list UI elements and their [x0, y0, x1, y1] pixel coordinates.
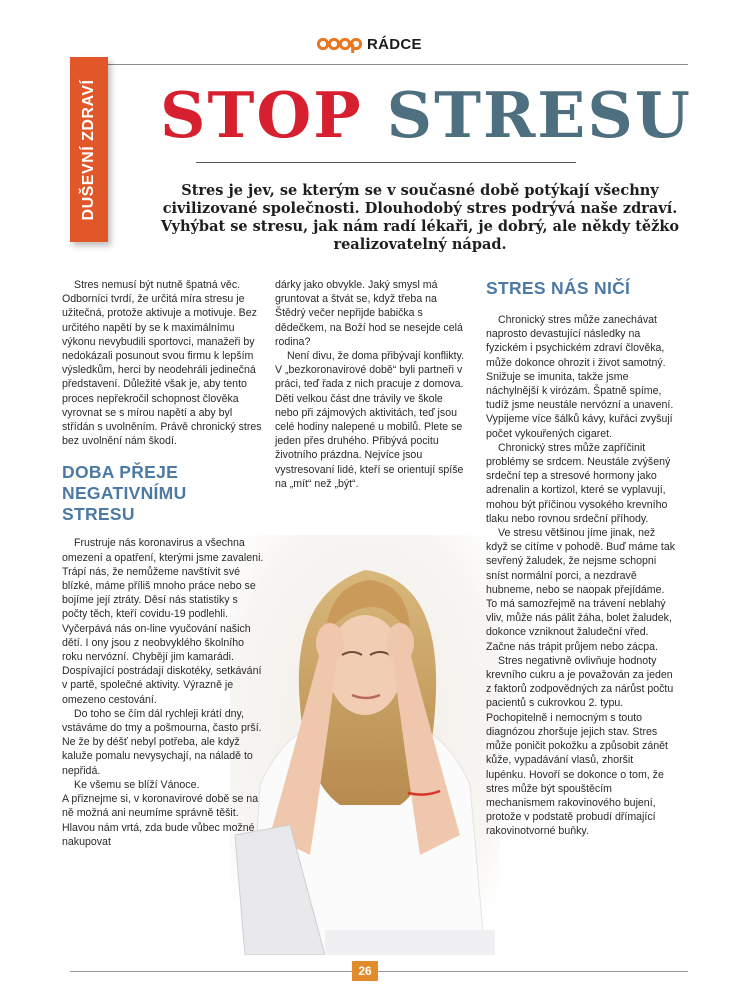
paragraph: Ve stresu většinou jíme jinak, než když se cítíme v pohodě. Buď máme tak sevřený žaludek, že nejsme schopni sníst normální porci, a nezdravě hubneme, nebo se naopak přejídáme. To má samozřejmě na trávení neblahý vliv, může nás pálit žáha, bolet žaludek, dokonce vzniknout žaludeční vřed. Začne nás trápit průjem nebo zácpa.: [486, 527, 676, 653]
column-3: [486, 278, 676, 839]
coop-logo: [317, 34, 363, 54]
section-tab-label: DUŠEVNÍ ZDRAVÍ: [80, 79, 97, 220]
paragraph: Frustruje nás koronavirus a všechna omezení a opatření, kterými jsme zavaleni. Trápí nás, že nemůžeme navštívit své blízké, máme příliš mnoho práce nebo se bojíme její ztráty. Děsí nás statistiky s počty těch, kteří covidu-19 podlehli. Vyčerpává nás on-line vyučování našich dětí. I ony jsou z neobvyklého školního roku nervózní. Chybějí jim kamarádi. Dospívající postrádají diskotéky, setkávání v partě, společné aktivity. Výrazně je omezeno cestování.: [62, 537, 264, 706]
article-lead: Stres je jev, se kterým se v současné době potýkají všechny civilizované společnosti. Dlouhodobý stres podrývá naše zdraví. Vyhýbat se stresu, jak nám radí lékaři, je dobrý, ale někdy těžko realizovatelný nápad.: [160, 182, 680, 253]
title-word-stresu: STRESU: [386, 78, 692, 152]
footer-rule: [70, 971, 688, 972]
column-2: [275, 278, 465, 491]
paragraph: Do toho se čím dál rychleji krátí dny, vstáváme do tmy a pošmourna, často prší. Ne že by déšť nebyl potřeba, ale když kaluže pomalu nevysychají, na náladě to nepřidá.: [62, 707, 262, 777]
article-title: [160, 78, 692, 152]
paragraph: Ke všemu se blíží Vánoce.: [74, 778, 200, 791]
paragraph: Stres negativně ovlivňuje hodnoty krevního cukru a je považován za jeden z faktorů zodpovědných za nárůst počtu pacientů s cukrovkou 2. typu. Pochopitelně i nemocným s touto diagnózou zhoršuje jejich stav. Stres může poničit pokožku a způsobit zánět kůže, vypadávání vlasů, zhoršit lupénku. Hovoří se dokonce o tom, že stres může být spouštěcím mechanismem rakovinového bujení, protože v podstatě probudí dřímající rakovinotvorné buňky.: [486, 654, 674, 838]
title-rule: [196, 162, 576, 163]
paragraph: Stres nemusí být nutně špatná věc. Odborníci tvrdí, že určitá míra stresu je užitečná, protože aktivuje a motivuje. Bez určitého napětí by se k maximálnímu výkonu nevybudili sportovci, manažeři by nedokázali posunout svou firmu k lepším výsledkům, herci by neodehráli jedinečná představení. Důležité však je, aby tento proces nepřekročil schopnost člověka vyrovnat se s mírou napětí a aby byl střídán s uvolněním. Právě chronický stres bez uvolnění nám škodí.: [62, 279, 262, 448]
column-1: [62, 278, 264, 849]
section-heading-doba-preje: DOBA PŘEJE NEGATIVNÍMU STRESU: [62, 462, 187, 525]
paragraph: Není divu, že doma přibývají konflikty. V „bezkoronavirové době“ byli partneři v práci, teď řada z nich pracuje z domova. Děti velkou část dne trávily ve škole nebo při zájmových aktivitách, teď jsou celé hodiny nalepené u mobilů. Plete se jeden přes druhého. Přibývá pocitu životního prázdna. Nejvíce jsou vystresovaní lidé, kteří se orientují spíše na „mít“ než „být“.: [275, 350, 465, 490]
header-rule: [70, 64, 688, 65]
section-heading-stres-nas-nici: STRES NÁS NIČÍ: [486, 278, 631, 298]
title-word-stop: STOP: [160, 78, 363, 152]
section-tab: [70, 57, 108, 242]
page-number: 26: [352, 961, 378, 981]
stressed-woman-photo: [230, 535, 500, 955]
paragraph: dárky jako obvykle. Jaký smysl má gruntovat a štvát se, když třeba na Štědrý večer nepřijde babička s dědečkem, na Boží hod se nesejde celá rodina?: [275, 279, 463, 348]
paragraph: A přiznejme si, v koronavirové době se na ně možná ani neumíme správně těšit. Hlavou nám vrtá, zda bude vůbec možné nakupovat: [62, 793, 259, 848]
paragraph: Chronický stres může zapříčinit problémy se srdcem. Neustále zvýšený srdeční tep a stresové hormony jako adrenalin a kortizol, které se vyplavují, mohou být příčinou vysokého krevního tlaku nebo rovnou srdeční příhody.: [486, 441, 671, 525]
header-label: RÁDCE: [367, 36, 422, 53]
paragraph: Chronický stres může zanechávat naprosto devastující následky na fyzickém i psychickém zdraví člověka, může dokonce ohrozit i život samotný. Snižuje se imunita, takže jsme náchylnější k virózám. Špatně spíme, tudíž jsme neustále nervózní a unavení. Vypijeme více šálků kávy, kuřáci zvyšují počet vykouřených cigaret.: [486, 314, 674, 440]
